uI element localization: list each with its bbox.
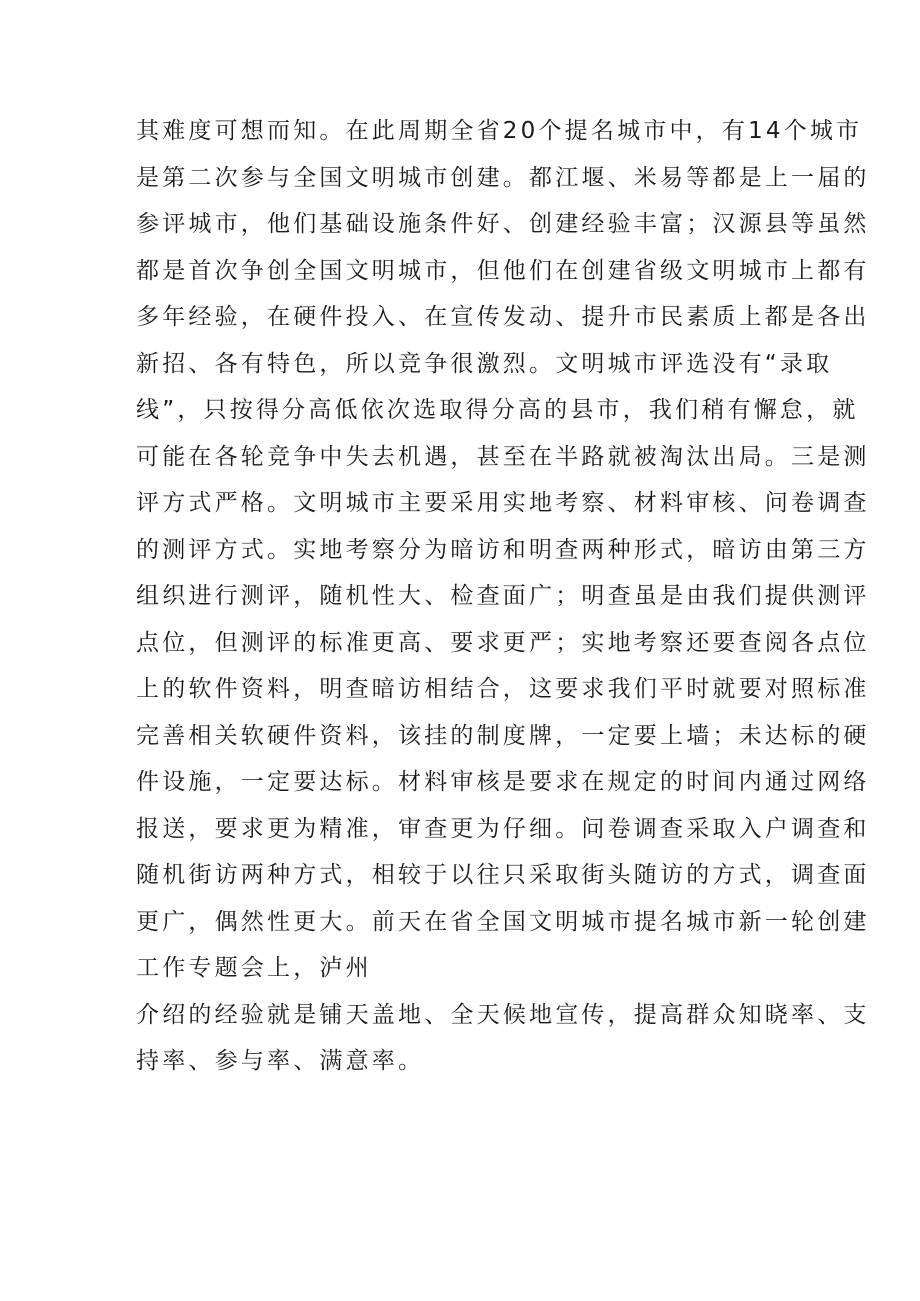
body-text (136, 108, 870, 1085)
text-line: 完善相关软硬件资料，该挂的制度牌，一定要上墙；未达标的硬 (136, 722, 870, 749)
text-line: 组织进行测评，随机性大、检查面广；明查虽是由我们提供测评 (136, 583, 870, 609)
text-line: 是第二次参与全国文明城市创建。都江堰、米易等都是上一届的 (136, 164, 870, 191)
text-line: 上的软件资料，明查暗访相结合，这要求我们平时就要对照标准 (136, 676, 870, 702)
text-line: 评方式严格。文明城市主要采用实地考察、材料审核、问卷调查 (136, 490, 870, 516)
text-line: 随机街访两种方式，相较于以往只采取街头随访的方式，调查面 (136, 862, 870, 888)
text-line: 点位，但测评的标准更高、要求更严；实地考察还要查阅各点位 (136, 629, 870, 656)
text-line: 可能在各轮竞争中失去机遇，甚至在半路就被淘汰出局。三是测 (136, 443, 870, 470)
text-line: 更广，偶然性更大。前天在省全国文明城市提名城市新一轮创建 (136, 908, 870, 935)
text-line: 线”，只按得分高低依次选取得分高的县市，我们稍有懈怠，就 (136, 397, 859, 423)
text-line: 新招、各有特色，所以竞争很激烈。文明城市评选没有“录取 (136, 350, 833, 377)
text-line: 工作专题会上，泸州 (136, 955, 372, 981)
text-line: 报送，要求更为精准，审查更为仔细。问卷调查采取入户调查和 (136, 815, 870, 842)
text-line: 介绍的经验就是铺天盖地、全天候地宣传，提高群众知晓率、支 (136, 1001, 870, 1028)
text-line: 其难度可想而知。在此周期全省20个提名城市中，有14个城市 (136, 118, 863, 144)
text-line: 的测评方式。实地考察分为暗访和明查两种形式，暗访由第三方 (136, 536, 870, 563)
text-line: 持率、参与率、满意率。 (136, 1048, 425, 1074)
text-line: 参评城市，他们基础设施条件好、创建经验丰富；汉源县等虽然 (136, 211, 870, 237)
text-line: 多年经验，在硬件投入、在宣传发动、提升市民素质上都是各出 (136, 304, 870, 330)
text-line: 件设施，一定要达标。材料审核是要求在规定的时间内通过网络 (136, 769, 870, 795)
text-line: 都是首次争创全国文明城市，但他们在创建省级文明城市上都有 (136, 257, 870, 284)
